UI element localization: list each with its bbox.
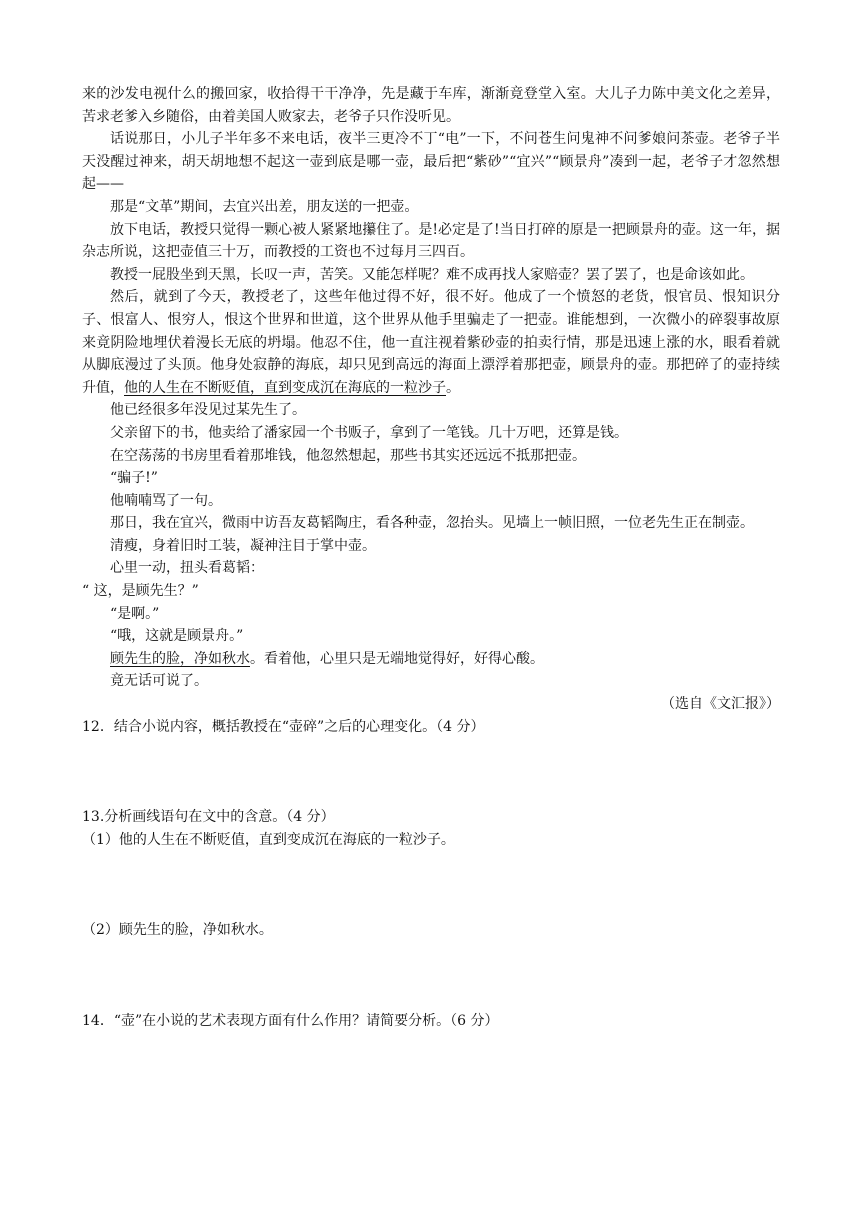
paragraph: 父亲留下的书，他卖给了潘家园一个书贩子，拿到了一笔钱。几十万吧，还算是钱。 bbox=[110, 424, 628, 441]
question-13-2: （2）顾先生的脸，净如秋水。 bbox=[82, 922, 273, 939]
text-run: 。 bbox=[446, 379, 460, 396]
paragraph: 心里一动，扭头看葛韬： bbox=[110, 560, 264, 577]
paragraph: “ 这，是顾先生？” bbox=[82, 583, 199, 600]
answer-space bbox=[82, 851, 780, 919]
question-14: 14．“壶”在小说的艺术表现方面有什么作用？请简要分析。（6 分） bbox=[82, 1013, 499, 1029]
answer-space bbox=[82, 942, 780, 1010]
underlined-sentence-1: 他的人生在不断贬值，直到变成沉在海底的一粒沙子 bbox=[124, 379, 446, 396]
text-run: 。看着他，心里只是无端地觉得好，好得心酸。 bbox=[250, 650, 544, 667]
paragraph: 来的沙发电视什么的搬回家，收拾得干干净净，先是藏于车库，渐渐竟登堂入室。大儿子力陈中美文化之差异，苦求老爹入乡随俗，由着美国人败家去，老爷子只作没听见。 bbox=[82, 86, 780, 125]
paragraph: 放下电话，教授只觉得一颗心被人紧紧地攥住了。是!必定是了!当日打碎的原是一把顾景舟的壶。这一年，据杂志所说，这把壶值三十万，而教授的工资也不过每月三四百。 bbox=[82, 221, 780, 261]
paragraph: 竟无话可说了。 bbox=[110, 673, 208, 690]
paragraph: 话说那日，小儿子半年多不来电话，夜半三更冷不丁“电”一下，不问苍生问鬼神不问爹娘问茶壶。老爷子半天没醒过神来，胡天胡地想不起这一壶到底是哪一壶，最后把“紫砂”“宜兴”“顾景舟”凑到一起，老爷子才忽然想起—— bbox=[82, 131, 780, 193]
paragraph: 那日，我在宜兴，微雨中访吾友葛韬陶庄，看各种壶，忽抬头。见墙上一帧旧照，一位老先生正在制壶。 bbox=[110, 515, 754, 532]
underlined-sentence-2: 顾先生的脸，净如秋水 bbox=[110, 650, 250, 667]
question-13-1: （1）他的人生在不断贬值，直到变成沉在海底的一粒沙子。 bbox=[82, 831, 455, 848]
paragraph: 他已经很多年没见过某先生了。 bbox=[110, 402, 306, 419]
paragraph bbox=[82, 286, 780, 399]
source-citation: （选自《文汇报》） bbox=[661, 696, 780, 713]
paragraph: 那是“文革”期间，去宜兴出差，朋友送的一把壶。 bbox=[110, 198, 419, 215]
paragraph: “是啊。” bbox=[110, 605, 160, 622]
paragraph: 在空荡荡的书房里看着那堆钱，他忽然想起，那些书其实还远远不抵那把壶。 bbox=[110, 447, 586, 464]
paragraph: 清瘦，身着旧时工装，凝神注目于掌中壶。 bbox=[110, 537, 376, 554]
question-13: 13.分析画线语句在文中的含意。（4 分） bbox=[82, 809, 335, 826]
paragraph: “哦，这就是顾景舟。” bbox=[110, 628, 244, 645]
answer-space bbox=[82, 738, 780, 806]
text-run: 然后，就到了今天，教授老了，这些年他过得不好，很不好。他成了一个愤怒的老货，恨官员、恨知识分子、恨富人、恨穷人，恨这个世界和世道，这个世界从他手里骗走了一把壶。谁能想到，一次微小的碎裂事故原来竟阴险地埋伏着漫长无底的坍塌。他忍不住，他一直注视着紫砂壶的拍卖行情，那是迅速上涨的水，眼看着就从脚底漫过了头顶。他身处寂静的海底，却只见到高远的海面上漂浮着那把壶，顾景舟的壶。那把碎了的壶持续升值， bbox=[82, 289, 780, 396]
paragraph: 教授一屁股坐到天黑，长叹一声，苦笑。又能怎样呢？难不成再找人家赔壶？罢了罢了，也是命该如此。 bbox=[110, 266, 754, 283]
document-page bbox=[82, 83, 780, 1033]
paragraph: 他喃喃骂了一句。 bbox=[110, 492, 222, 509]
paragraph: “骗子!” bbox=[110, 470, 158, 487]
paragraph bbox=[82, 648, 780, 671]
question-12: 12．结合小说内容，概括教授在“壶碎”之后的心理变化。（4 分） bbox=[82, 718, 485, 735]
